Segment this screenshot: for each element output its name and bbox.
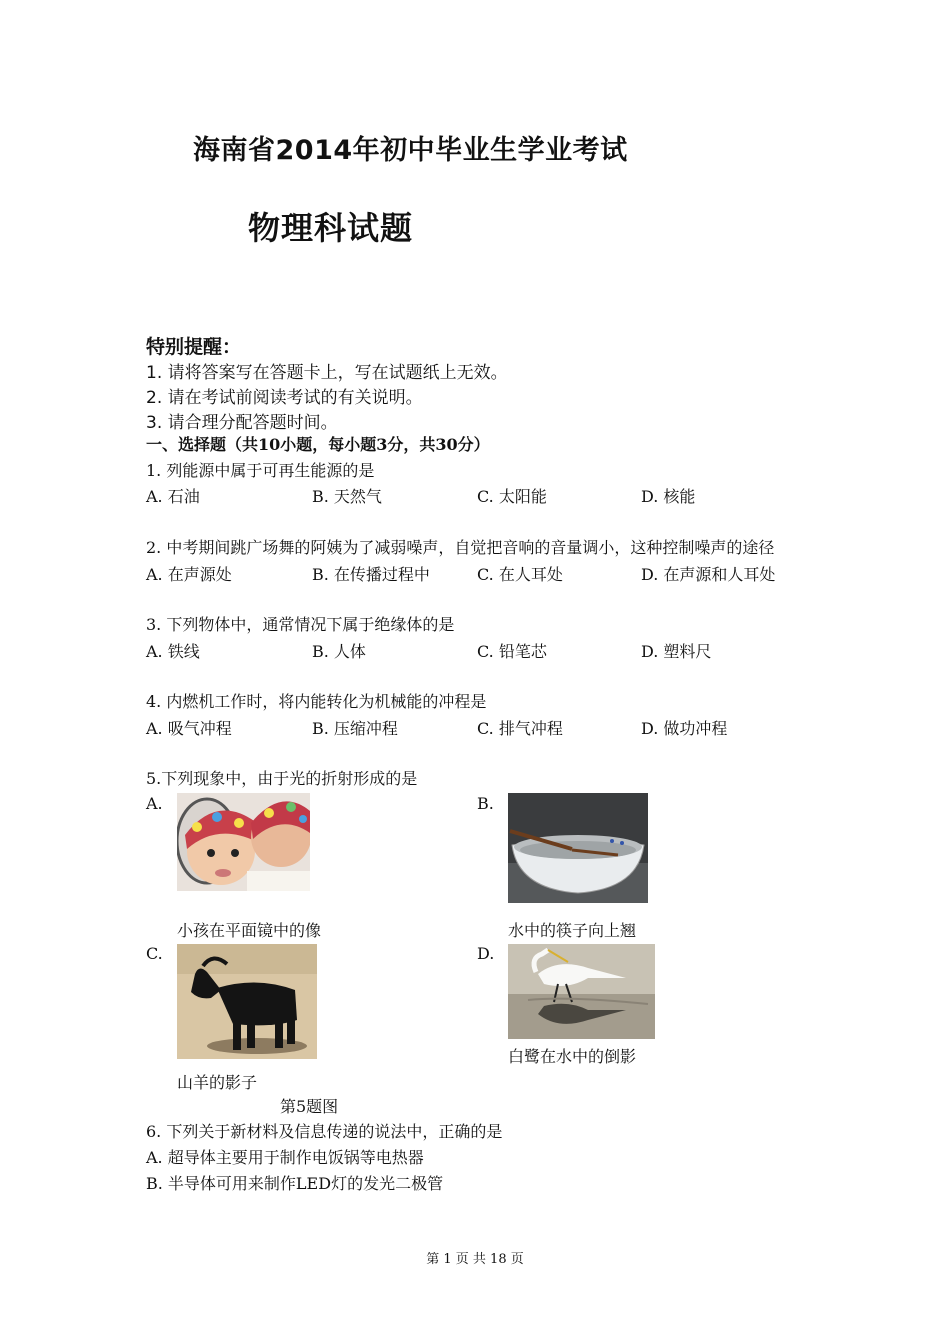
q5-caption-d: 白鹭在水中的倒影: [508, 1047, 637, 1066]
q4-option-c: C. 排气冲程: [477, 719, 563, 738]
notice-item-1: 1. 请将答案写在答题卡上，写在试题纸上无效。: [146, 363, 508, 383]
q3-option-d: D. 塑料尺: [641, 642, 712, 661]
section-heading: 一、选择题（共10小题，每小题3分，共30分）: [146, 435, 490, 454]
q5-image-chopsticks-bowl: [508, 793, 648, 903]
q5-caption-b: 水中的筷子向上翘: [508, 921, 637, 940]
q5-image-child-mirror: [177, 793, 310, 891]
q3-option-a: A. 铁线: [146, 642, 200, 661]
exam-subtitle: 物理科试题: [248, 209, 414, 247]
q5-label-b: B.: [477, 794, 494, 813]
q4-option-b: B. 压缩冲程: [312, 719, 398, 738]
q4-option-a: A. 吸气冲程: [146, 719, 232, 738]
notice-heading: 特别提醒：: [146, 336, 242, 358]
q5-figure-caption: 第5题图: [280, 1097, 339, 1116]
q2-option-c: C. 在人耳处: [477, 565, 563, 584]
page-footer: 第 1 页 共 18 页: [426, 1252, 524, 1267]
q5-label-c: C.: [146, 944, 163, 963]
q1-option-c: C. 太阳能: [477, 487, 547, 506]
notice-item-2: 2. 请在考试前阅读考试的有关说明。: [146, 388, 423, 408]
q2-option-a: A. 在声源处: [146, 565, 232, 584]
q5-image-goat-shadow: [177, 944, 317, 1059]
q5-label-d: D.: [477, 944, 495, 963]
q3-option-c: C. 铅笔芯: [477, 642, 547, 661]
q2-option-b: B. 在传播过程中: [312, 565, 430, 584]
q1-option-d: D. 核能: [641, 487, 696, 506]
notice-item-3: 3. 请合理分配答题时间。: [146, 413, 338, 433]
q1-stem: 1. 列能源中属于可再生能源的是: [146, 461, 375, 480]
q4-stem: 4. 内燃机工作时，将内能转化为机械能的冲程是: [146, 692, 487, 711]
q5-caption-c: 山羊的影子: [177, 1073, 258, 1092]
q4-option-d: D. 做功冲程: [641, 719, 728, 738]
q5-caption-a: 小孩在平面镜中的像: [177, 921, 322, 940]
exam-title: 海南省2014年初中毕业生学业考试: [193, 135, 628, 166]
q2-stem: 2. 中考期间跳广场舞的阿姨为了减弱噪声，自觉把音响的音量调小，这种控制噪声的途径: [146, 538, 775, 557]
q6-stem: 6. 下列关于新材料及信息传递的说法中，正确的是: [146, 1122, 503, 1141]
q6-option-a: A. 超导体主要用于制作电饭锅等电热器: [146, 1148, 424, 1167]
q6-option-b: B. 半导体可用来制作LED灯的发光二极管: [146, 1174, 444, 1193]
q3-option-b: B. 人体: [312, 642, 366, 661]
q2-option-d: D. 在声源和人耳处: [641, 565, 776, 584]
q5-stem: 5.下列现象中，由于光的折射形成的是: [146, 769, 418, 788]
q1-option-b: B. 天然气: [312, 487, 382, 506]
q1-option-a: A. 石油: [146, 487, 200, 506]
q5-label-a: A.: [146, 794, 163, 813]
q3-stem: 3. 下列物体中，通常情况下属于绝缘体的是: [146, 615, 455, 634]
q5-image-egret-reflection: [508, 944, 655, 1039]
